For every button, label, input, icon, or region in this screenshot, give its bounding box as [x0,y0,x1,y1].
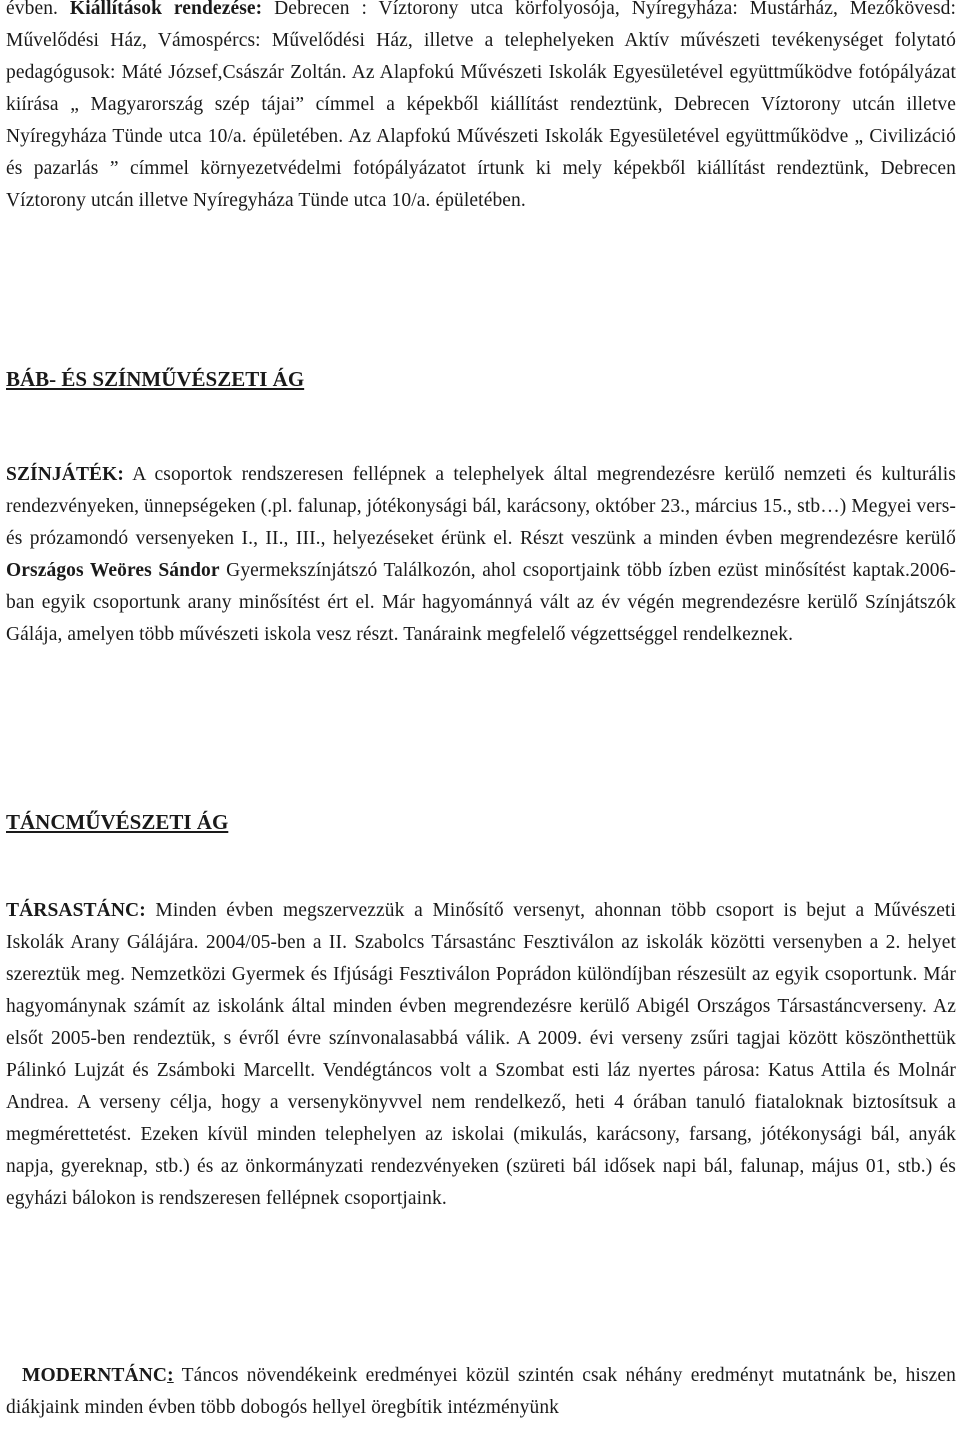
section-heading-puppet-theatre: BÁB- ÉS SZÍNMŰVÉSZETI ÁG [6,367,305,391]
modern-dance-body: Táncos növendékeink eredményei közül szintén csak néhány eredményt mutatnánk be, hiszen diákjaink minden évben több dobogós hellyel öregbítik intézményünk [6,1365,956,1418]
section-heading-dance: TÁNCMŰVÉSZETI ÁG [6,810,229,834]
exhibitions-paragraph [6,0,956,217]
modern-dance-label-colon: : [167,1365,174,1386]
theatre-label: SZÍNJÁTÉK: [6,464,125,485]
theatre-paragraph [6,459,956,651]
ballroom-paragraph [6,895,956,1215]
modern-dance-label: MODERNTÁNC [22,1365,168,1386]
theatre-body-1: A csoportok rendszeresen fellépnek a telephelyek által megrendezésre kerülő nemzeti és kulturális rendezvényeken, ünnepségeken (.pl. falunap, jótékonysági bál, karácsony, október 23., március 15., stb…) Megyei vers- és prózamondó versenyeken I., II., III., helyezéseket érünk el. Részt veszünk a minden évben megrendezésre kerülő [6,464,956,549]
exhibitions-lead: évben. [6,0,59,19]
exhibitions-body: Debrecen : Víztorony utca körfolyosója, Nyíregyháza: Mustárház, Mezőkövesd: Művelődési Ház, Vámospércs: Művelődési Ház, illetve a telephelyeken Aktív művészeti tevékenységet folytató pedagógusok: Máté József,Császár Zoltán. Az Alapfokú Művészeti Iskolák Egyesületével együttműködve fotópályázat kiírása „ Magyarország szép tájai” címmel a képekből kiállítást rendeztünk, Debrecen Víztorony utcán illetve Nyíregyháza Tünde utca 10/a. épületében. Az Alapfokú Művészeti Iskolák Egyesületével együttműködve „ Civilizáció és pazarlás ” címmel környezetvédelmi fotópályázatot írtunk ki mely képekből kiállítást rendeztünk, Debrecen Víztorony utcán illetve Nyíregyháza Tünde utca 10/a. épületében. [6,0,956,211]
theatre-festival-name: Országos Weöres Sándor [6,560,220,581]
modern-dance-paragraph [6,1360,956,1424]
exhibitions-label: Kiállítások rendezése: [69,0,263,19]
ballroom-label: TÁRSASTÁNC: [6,900,146,921]
theatre-body-2: Gyermekszínjátszó Találkozón, ahol csoportjaink több ízben ezüst minősítést kaptak.2006-ban egyik csoportunk arany minősítést ért el. Már hagyománnyá vált az év végén megrendezésre kerülő Színjátszók Gálája, amelyen több művészeti iskola vesz részt. Tanáraink megfelelő végzettséggel rendelkeznek. [6,560,956,645]
ballroom-body: Minden évben megszervezzük a Minősítő versenyt, ahonnan több csoport is bejut a Művészeti Iskolák Arany Gálájára. 2004/05-ben a II. Szabolcs Társastánc Fesztiválon az iskolák közötti versenyben a 2. helyet szereztük meg. Nemzetközi Gyermek és Ifjúsági Fesztiválon Poprádon különdíjban részesült az egyik csoportunk. Már hagyománynak számít az iskolánk által minden évben megrendezésre kerülő Abigél Országos Társastáncverseny. Az elsőt 2005-ben rendeztük, s évről évre színvonalasabbá válik. A 2009. évi verseny zsűri tagjai között köszönthettük Pálinkó Lujzát és Zsámboki Marcellt. Vendégtáncos volt a Szombat esti láz nyertes párosa: Katus Attila és Molnár Andrea. A verseny célja, hogy a versenykönyvvel nem rendelkező, heti 4 órában tanuló fiataloknak biztosítsuk a megmérettetést. Ezeken kívül minden telephelyen az iskolai (mikulás, karácsony, farsang, jótékonysági bál, anyák napja, gyereknap, stb.) és az önkormányzati rendezvényeken (szüreti bál idősek napi bál, falunap, május 01, stb.) és egyházi bálokon is rendszeresen fellépnek csoportjaink. [6,900,956,1209]
